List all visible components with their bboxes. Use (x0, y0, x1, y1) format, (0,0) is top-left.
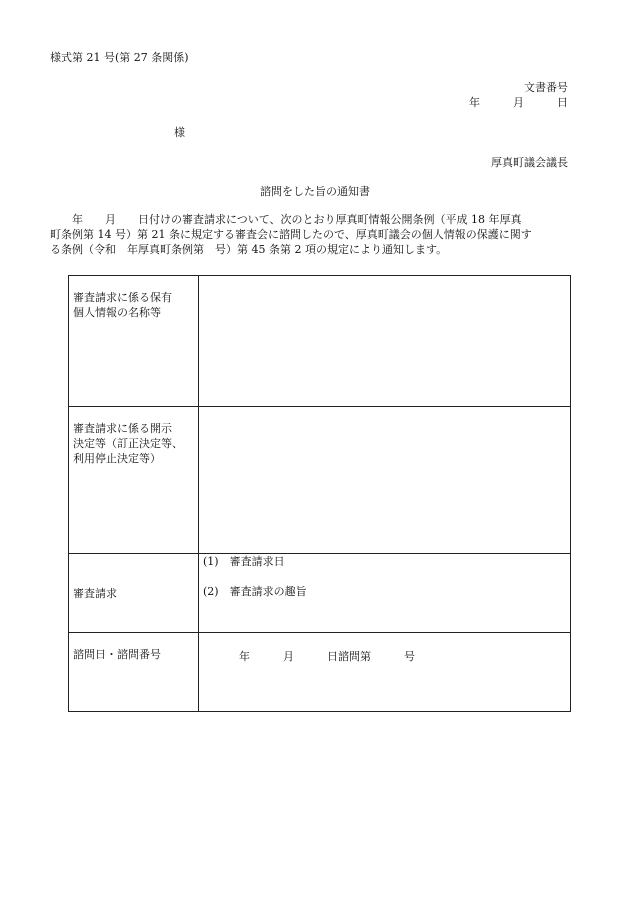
table-row (69, 554, 571, 633)
table-row (69, 276, 571, 407)
label-line: 個人情報の名称等 (73, 306, 161, 319)
table-row (69, 633, 571, 712)
inquiry-go: 号 (404, 650, 415, 663)
label-line: 利用停止決定等） (73, 452, 161, 465)
inquiry-year: 年 (239, 650, 250, 663)
document-title: 諮問をした旨の通知書 (260, 185, 370, 198)
body-line-1: 年 月 日付けの審査請求について、次のとおり厚真町情報公開条例（平成 18 年厚真 (50, 213, 522, 226)
disclosure-decision-field[interactable] (199, 407, 571, 554)
inquiry-date-number-field[interactable] (199, 633, 571, 712)
table-row (69, 407, 571, 554)
review-request-field[interactable] (199, 554, 571, 633)
review-request-date-item: (1) 審査請求日 (203, 555, 285, 568)
form-number: 様式第 21 号(第 27 条関係) (50, 51, 189, 64)
personal-info-name-label (69, 276, 199, 407)
inquiry-month: 月 (283, 650, 294, 663)
date-day: 日 (557, 96, 568, 109)
issue-date (469, 96, 568, 110)
inquiry-form-table (68, 275, 571, 712)
inquiry-day-number: 日諮問第 (327, 650, 371, 663)
personal-info-name-field[interactable] (199, 276, 571, 407)
label-line: 審査請求に係る保有 (73, 291, 172, 304)
document-number-label: 文書番号 (524, 81, 568, 94)
inquiry-date-number-label: 諮問日・諮問番号 (69, 633, 199, 712)
body-line-2: 町条例第 14 号）第 21 条に規定する審査会に諮問したので、厚真町議会の個人情報の保護に関す (50, 228, 532, 241)
date-month: 月 (513, 96, 524, 109)
notice-body (50, 212, 580, 257)
date-year: 年 (469, 96, 480, 109)
addressee-suffix: 様 (174, 126, 185, 139)
sender-name: 厚真町議会議長 (491, 156, 568, 169)
body-line-3: る条例（令和 年厚真町条例第 号）第 45 条第 2 項の規定により通知します。 (50, 243, 448, 256)
disclosure-decision-label (69, 407, 199, 554)
label-line: 決定等（訂正決定等、 (73, 437, 183, 450)
review-request-label: 審査請求 (69, 554, 199, 633)
label-line: 審査請求に係る開示 (73, 422, 172, 435)
review-request-purpose-item: (2) 審査請求の趣旨 (203, 585, 307, 598)
